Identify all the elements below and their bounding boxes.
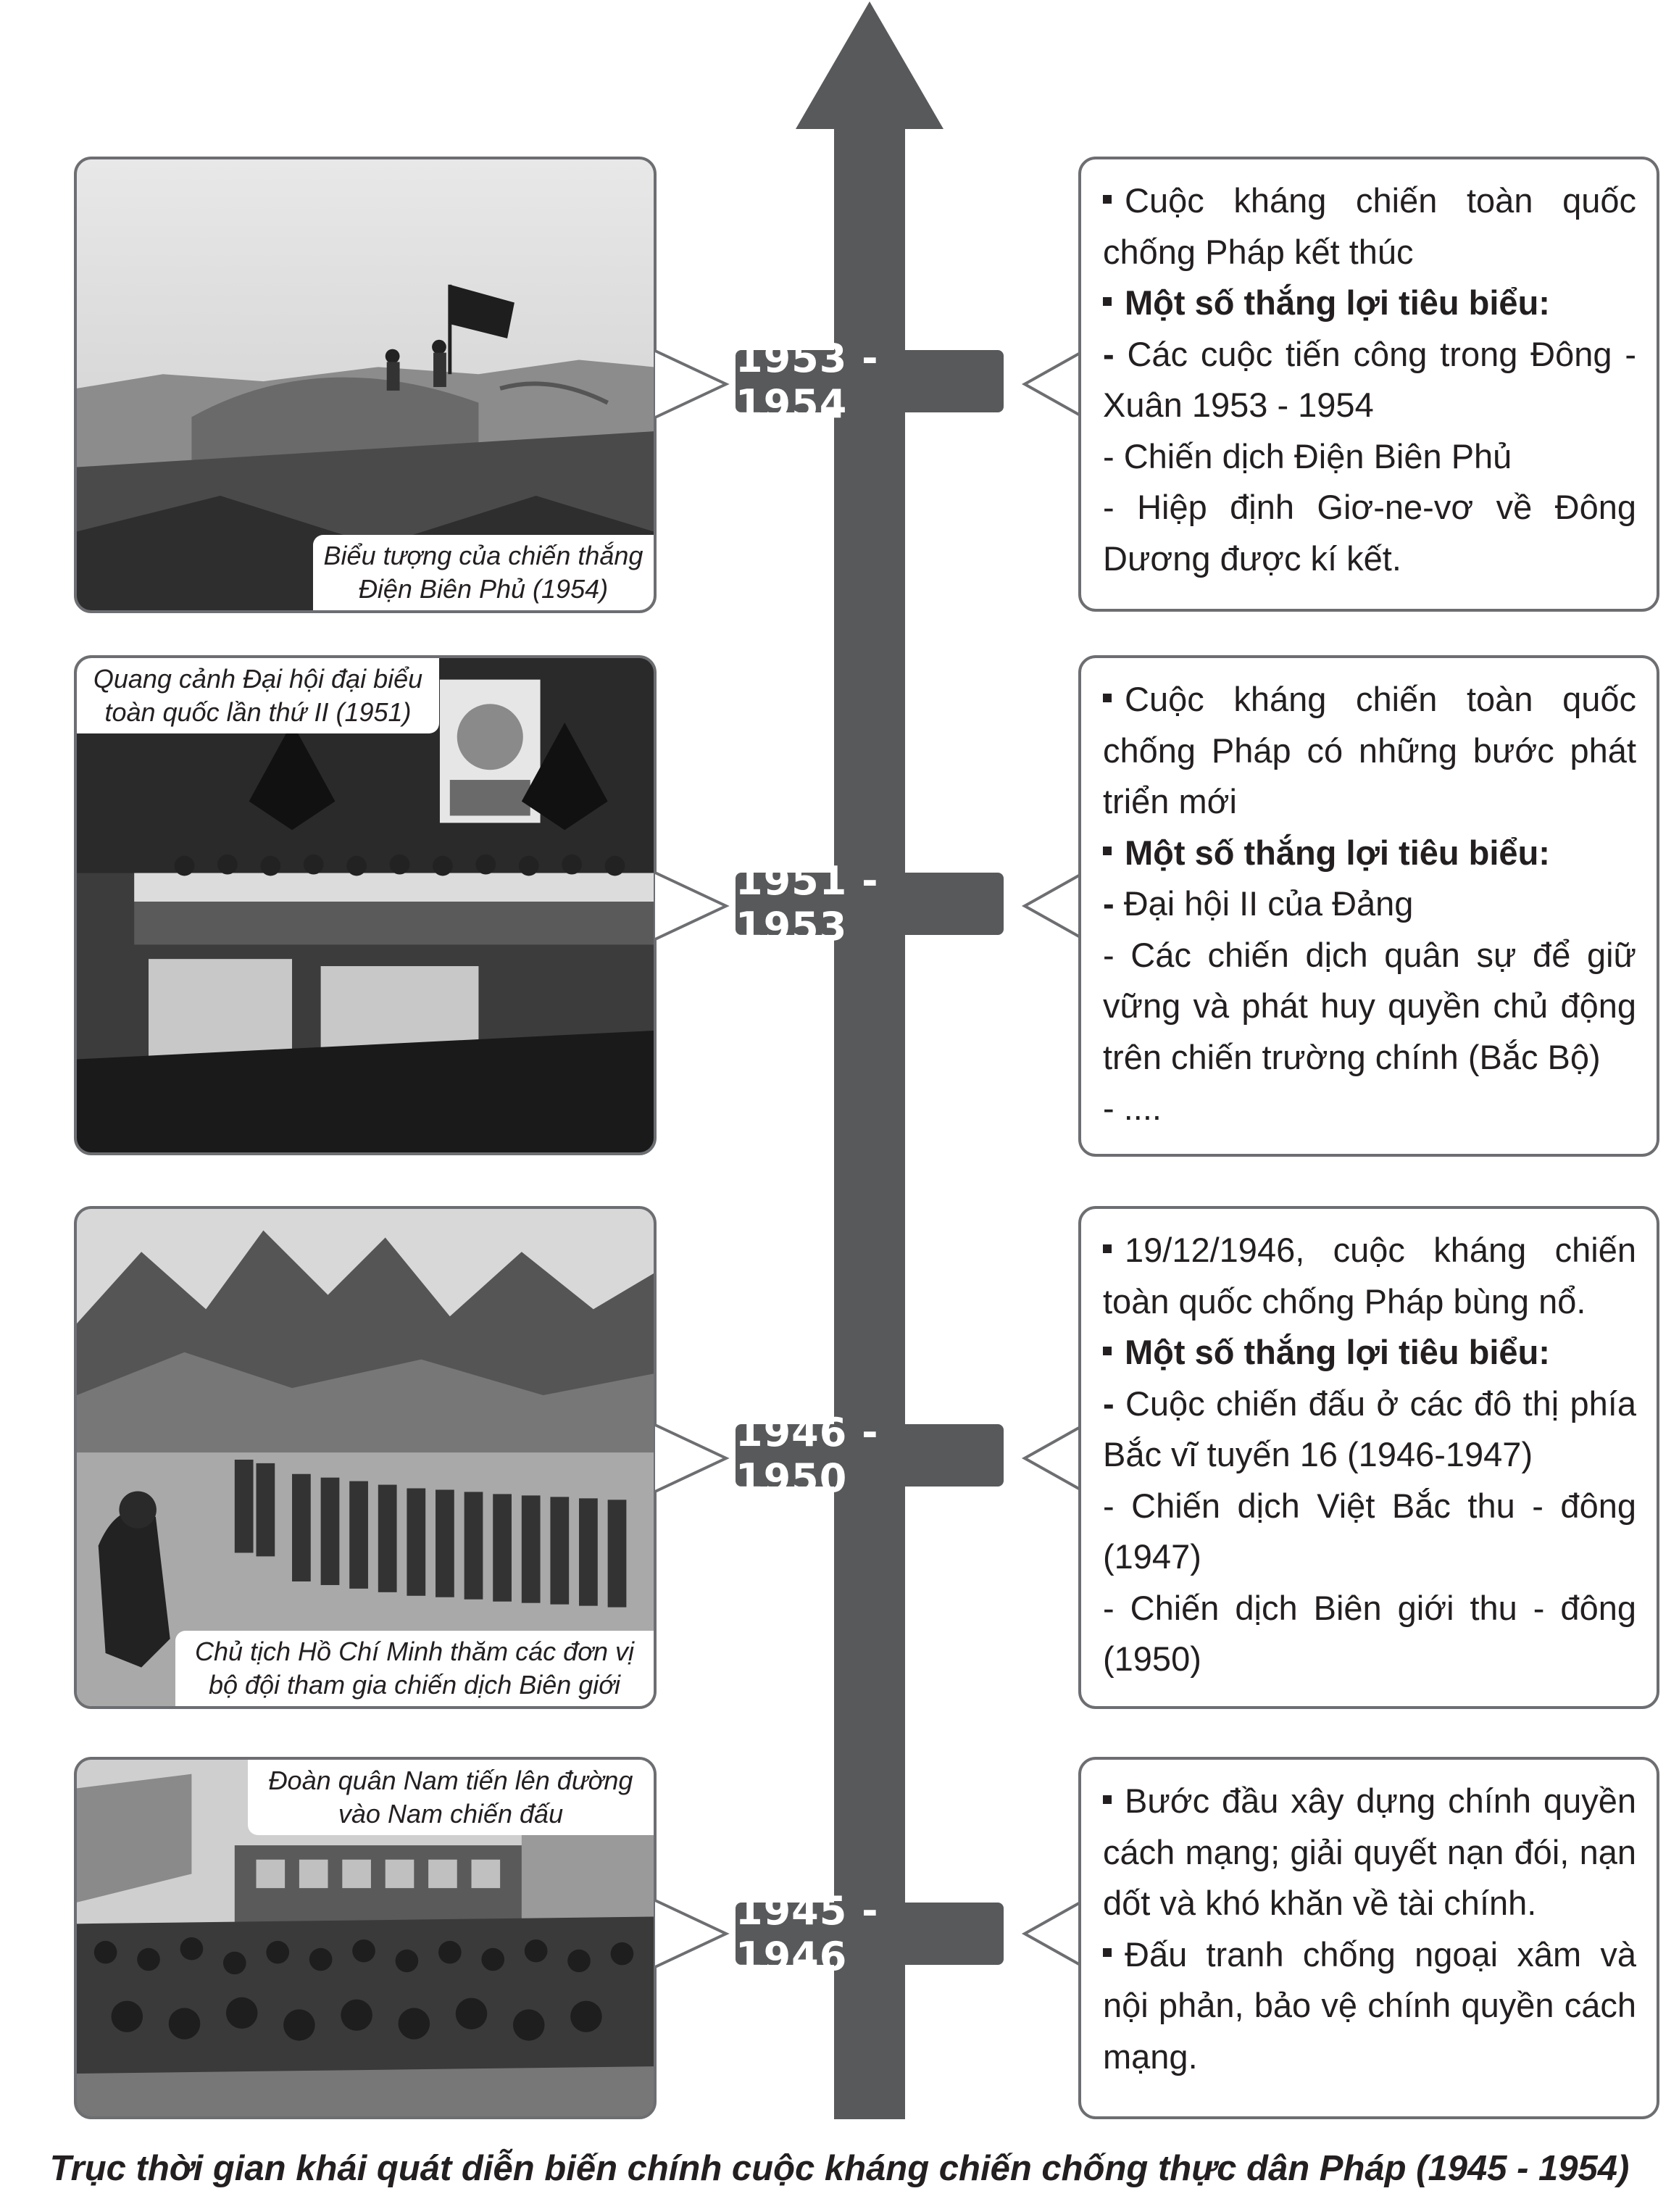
square-bullet-icon: [1103, 1795, 1112, 1804]
caption-line: Đoàn quân Nam tiến lên đường: [268, 1766, 633, 1795]
timeline-arrow-head: [796, 1, 943, 129]
dash-line: - Chiến dịch Điện Biên Phủ: [1103, 436, 1512, 475]
textbox-pointer: [1020, 1422, 1086, 1494]
year-label-1953-1954: 1953 - 1954: [736, 350, 1004, 412]
bullet-line: [1103, 1776, 1636, 1929]
year-label-1945-1946: 1945 - 1946: [736, 1903, 1004, 1965]
heading-line: [1103, 828, 1636, 879]
photo-caption: [175, 1631, 654, 1706]
line-text: Một số thắng lợi tiêu biểu:: [1125, 1333, 1550, 1371]
bullet-line: [1103, 1929, 1636, 2083]
caption-line: Điện Biên Phủ (1954): [358, 574, 609, 604]
line-text: Bước đầu xây dựng chính quyền cách mạng; giải quyết nạn đói, nạn dốt và khó khăn về tài chính.: [1103, 1781, 1636, 1922]
photo-pointer: [654, 870, 733, 942]
period-text-1953-1954: [1078, 157, 1659, 612]
bullet-line: [1103, 674, 1636, 828]
dash-line: - Đại hội II của Đảng: [1103, 884, 1414, 923]
square-bullet-icon: [1103, 1244, 1112, 1253]
photo-dai-hoi-ii: [74, 655, 657, 1155]
year-label-1946-1950: 1946 - 1950: [736, 1424, 1004, 1487]
heading-line: [1103, 1327, 1636, 1379]
textbox-pointer: [1020, 870, 1086, 942]
caption-line: Biểu tượng của chiến thắng: [323, 541, 643, 570]
line-text: Cuộc kháng chiến toàn quốc chống Pháp kết thúc: [1103, 181, 1636, 271]
photo-pointer: [654, 348, 733, 420]
dash-line: - Các cuộc tiến công trong Đông - Xuân 1953 - 1954: [1103, 334, 1636, 424]
dash-line: - Chiến dịch Biên giới thu - đông (1950): [1103, 1588, 1636, 1678]
line-text: 19/12/1946, cuộc kháng chiến toàn quốc chống Pháp bùng nổ.: [1103, 1231, 1636, 1321]
dash-line: - Chiến dịch Việt Bắc thu - đông (1947): [1103, 1486, 1636, 1576]
caption-line: Chủ tịch Hồ Chí Minh thăm các đơn vị: [194, 1637, 634, 1666]
bullet-line: [1103, 175, 1636, 278]
photo-caption: [313, 535, 654, 610]
square-bullet-icon: [1103, 297, 1112, 306]
photo-bien-gioi: [74, 1206, 657, 1709]
textbox-pointer: [1020, 1897, 1086, 1970]
photo-caption: [248, 1760, 654, 1835]
line-text: Một số thắng lợi tiêu biểu:: [1125, 283, 1550, 322]
period-text-1951-1953: [1078, 655, 1659, 1157]
square-bullet-icon: [1103, 694, 1112, 702]
photo-pointer: [654, 1422, 733, 1494]
caption-line: bộ đội tham gia chiến dịch Biên giới: [208, 1670, 621, 1700]
textbox-pointer: [1020, 348, 1086, 420]
caption-line: Quang cảnh Đại hội đại biểu: [93, 664, 423, 694]
square-bullet-icon: [1103, 1948, 1112, 1957]
dash-line: - Hiệp định Giơ-ne-vơ về Đông Dương được kí kết.: [1103, 488, 1636, 578]
photo-pointer: [654, 1897, 733, 1970]
dash-line: - Cuộc chiến đấu ở các đô thị phía Bắc vĩ tuyến 16 (1946-1947): [1103, 1384, 1636, 1473]
heading-line: [1103, 278, 1636, 329]
line-text: Cuộc chiến đấu ở các đô thị phía Bắc vĩ tuyến 16 (1946-1947): [1103, 1384, 1636, 1473]
line-text: Các cuộc tiến công trong Đông - Xuân 1953 - 1954: [1103, 334, 1636, 424]
bullet-line: [1103, 1225, 1636, 1327]
dash-line: - Các chiến dịch quân sự để giữ vững và phát huy quyền chủ động trên chiến trường chính (Bắc Bộ): [1103, 935, 1636, 1076]
line-text: Cuộc kháng chiến toàn quốc chống Pháp có những bước phát triển mới: [1103, 680, 1636, 820]
square-bullet-icon: [1103, 195, 1112, 204]
photo-dien-bien-phu: [74, 157, 657, 613]
dash-line: - ....: [1103, 1089, 1162, 1127]
line-text: Đấu tranh chống ngoại xâm và nội phản, bảo vệ chính quyền cách mạng.: [1103, 1934, 1636, 2076]
period-text-1945-1946: [1078, 1757, 1659, 2119]
square-bullet-icon: [1103, 847, 1112, 855]
caption-line: toàn quốc lần thứ II (1951): [104, 697, 412, 727]
period-text-1946-1950: [1078, 1206, 1659, 1709]
line-text: Một số thắng lợi tiêu biểu:: [1125, 833, 1550, 872]
line-text: Đại hội II của Đảng: [1123, 884, 1414, 923]
caption-line: vào Nam chiến đấu: [338, 1799, 564, 1829]
photo-nam-tien: [74, 1757, 657, 2119]
figure-caption: Trục thời gian khái quát diễn biến chính cuộc kháng chiến chống thực dân Pháp (1945 - 1954): [49, 2149, 1630, 2188]
photo-caption: [77, 658, 439, 733]
year-label-1951-1953: 1951 - 1953: [736, 873, 1004, 935]
square-bullet-icon: [1103, 1347, 1112, 1355]
